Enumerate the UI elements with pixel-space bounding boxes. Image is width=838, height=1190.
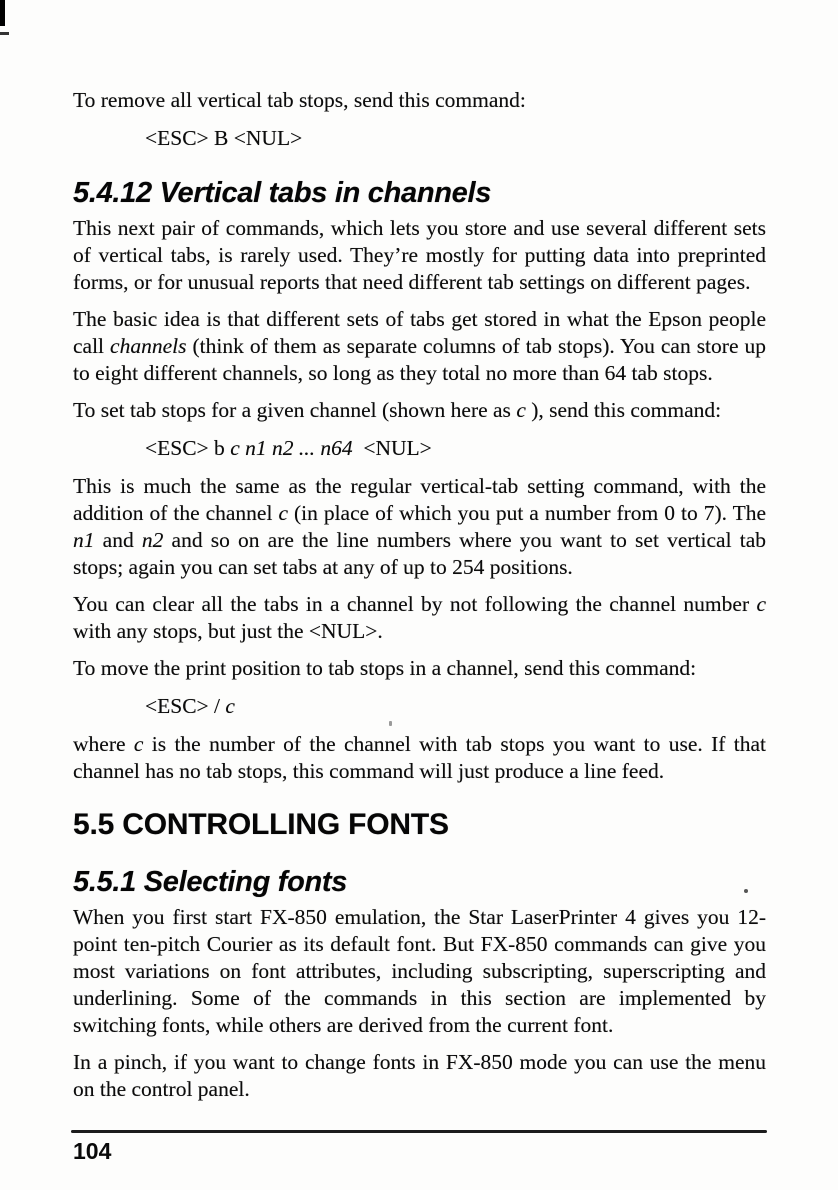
- italic-run: n1: [73, 528, 95, 552]
- text-run: You can clear all the tabs in a channel by not following the channel number: [73, 592, 757, 616]
- text-run: (think of them as separate columns of tab stops). You can store up to eight different channels, so long as they total no more than 64 tab stops.: [73, 334, 766, 385]
- italic-run: c: [756, 592, 766, 616]
- section-5-5-heading: 5.5 CONTROLLING FONTS: [73, 808, 449, 841]
- italic-run: channels: [110, 334, 187, 358]
- text-run: is the number of the channel with tab stops you want to use. If that channel has no tab stops, this command will just produce a line feed.: [73, 732, 766, 783]
- paragraph-clear-tabs: [73, 591, 766, 645]
- intro-paragraph: To remove all vertical tab stops, send this command:: [73, 88, 526, 112]
- paragraph-move-print-position: To move the print position to tab stops in a channel, send this command:: [73, 656, 697, 680]
- footer-rule: [71, 1130, 767, 1133]
- italic-run: c n1 n2 ... n64: [230, 436, 353, 460]
- text-run: <ESC> b: [145, 436, 231, 460]
- italic-run: c: [225, 694, 235, 718]
- text-run: ), send this command:: [525, 398, 722, 422]
- command-remove-vertical-tabs: <ESC> B <NUL>: [145, 126, 303, 150]
- page-content: [73, 87, 766, 1113]
- paragraph-selecting-fonts: When you first start FX-850 emulation, the Star LaserPrinter 4 gives you 12-point ten-pitch Courier as its default font. But FX-850 commands can give you most variations on font attributes, including subscripting, superscripting and underlining. Some of the commands in this section are implemented by switching fonts, while others are derived from the current font.: [73, 905, 766, 1037]
- italic-run: c: [516, 398, 526, 422]
- paragraph-control-panel: In a pinch, if you want to change fonts in FX-850 mode you can use the menu on the control panel.: [73, 1050, 766, 1101]
- text-run: The basic idea is that different sets of tabs get stored in what the Epson people call: [73, 307, 766, 358]
- paragraph-where-c: [73, 731, 766, 785]
- text-run: with any stops, but just the <NUL>.: [73, 619, 383, 643]
- page-number: 104: [73, 1138, 112, 1164]
- italic-run: c: [133, 732, 144, 756]
- text-run: <NUL>: [352, 436, 432, 460]
- text-run: and: [94, 528, 142, 552]
- section-5-5-1-heading: 5.5.1 Selecting fonts: [73, 866, 348, 898]
- paragraph-overview: This next pair of commands, which lets you store and use several different sets of vertical tabs, is rarely used. They’re mostly for putting data into preprinted forms, or for unusual reports that need different tab settings on different pages.: [73, 216, 766, 294]
- scan-artifact-tick: [0, 32, 9, 35]
- text-run: <ESC> /: [145, 694, 226, 718]
- paragraph-set-tabs-intro: [73, 397, 766, 424]
- command-move-to-channel: [145, 693, 766, 720]
- italic-run: c: [278, 501, 288, 525]
- section-5-4-12-heading: 5.4.12 Vertical tabs in channels: [73, 177, 492, 209]
- paragraph-channels-idea: [73, 306, 766, 387]
- text-run: (in place of which you put a number from 0 to 7). The: [287, 501, 766, 525]
- command-set-channel-tabs: [145, 435, 766, 462]
- text-run: To set tab stops for a given channel (shown here as: [73, 398, 517, 422]
- italic-run: n2: [141, 528, 164, 552]
- scan-artifact-bar: [0, 0, 5, 26]
- paragraph-command-explanation: [73, 473, 766, 581]
- text-run: and so on are the line numbers where you want to set vertical tab stops; again you can set tabs at any of up to 254 positions.: [73, 528, 766, 579]
- text-run: This is much the same as the regular vertical-tab setting command, with the addition of the channel: [73, 474, 766, 525]
- text-run: where: [73, 732, 134, 756]
